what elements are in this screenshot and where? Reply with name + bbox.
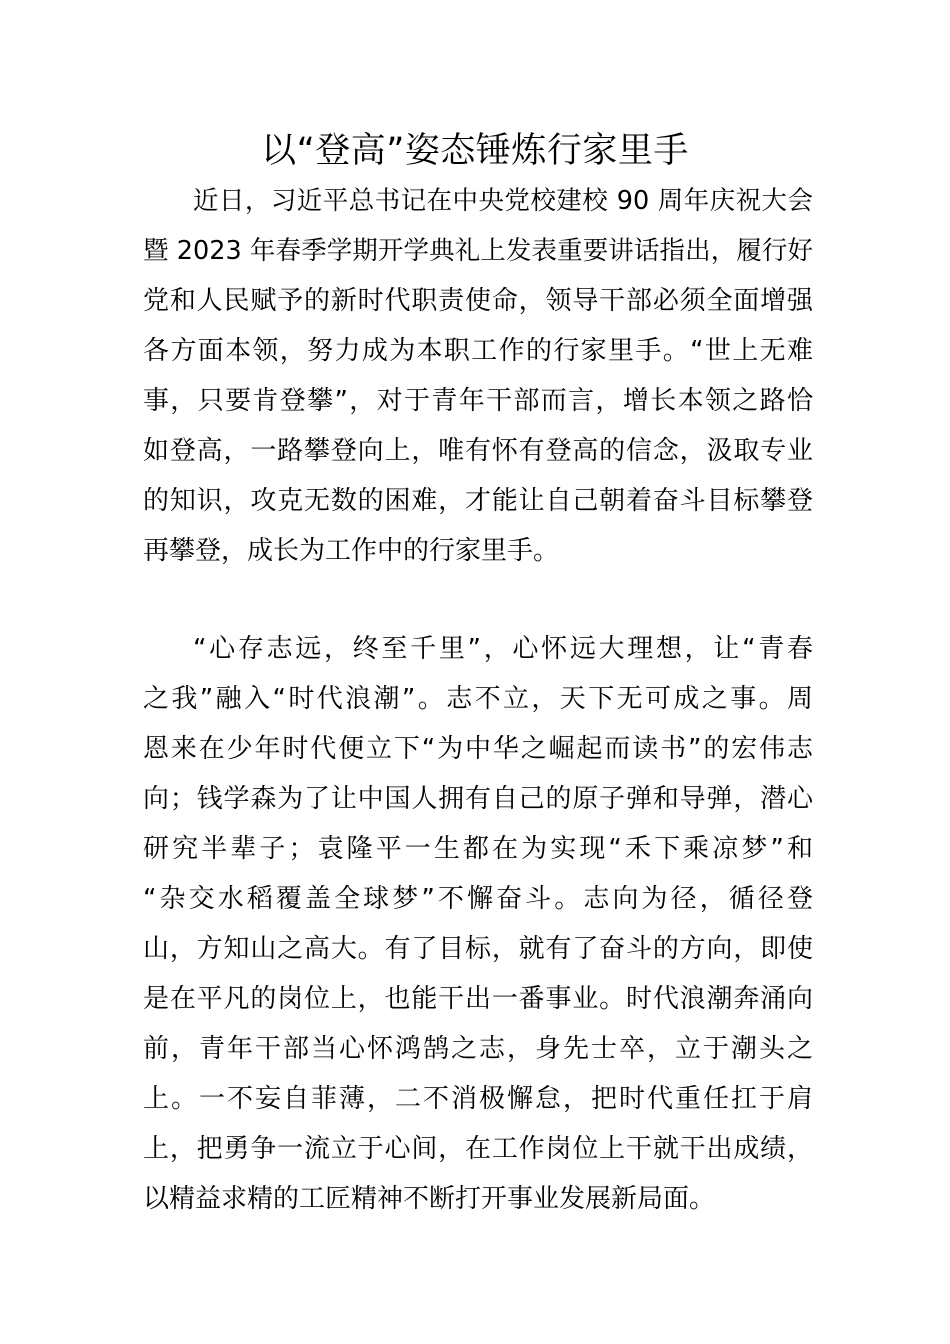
paragraph-line: 山，方知山之高大。有了目标，就有了奋斗的方向，即使 — [143, 934, 813, 964]
paragraph-line: 如登高，一路攀登向上，唯有怀有登高的信念，汲取专业 — [143, 436, 813, 466]
paragraph-line: 近日，习近平总书记在中央党校建校 90 周年庆祝大会 — [193, 186, 813, 216]
paragraph-line: 之我”融入“时代浪潮”。志不立，天下无可成之事。周 — [143, 684, 813, 714]
paragraph-line: 再攀登，成长为工作中的行家里手。 — [143, 536, 560, 566]
paragraph-line: 事，只要肯登攀”，对于青年干部而言，增长本领之路恰 — [143, 386, 813, 416]
document-title: 以“登高”姿态锤炼行家里手 — [261, 131, 689, 171]
paragraph-line: 各方面本领，努力成为本职工作的行家里手。“世上无难 — [143, 336, 813, 366]
paragraph-1 — [143, 176, 813, 576]
paragraph-line: 以精益求精的工匠精神不断打开事业发展新局面。 — [143, 1184, 716, 1214]
paragraph-line: 上，把勇争一流立于心间，在工作岗位上干就干出成绩， — [143, 1134, 813, 1164]
paragraph-2 — [143, 624, 813, 1224]
paragraph-line: 的知识，攻克无数的困难，才能让自己朝着奋斗目标攀登 — [143, 486, 813, 516]
paragraph-line: “杂交水稻覆盖全球梦”不懈奋斗。志向为径，循径登 — [143, 884, 813, 914]
paragraph-line: 党和人民赋予的新时代职责使命，领导干部必须全面增强 — [143, 286, 813, 316]
paragraph-line: “心存志远，终至千里”，心怀远大理想，让“青春 — [193, 634, 813, 664]
paragraph-line: 暨 2023 年春季学期开学典礼上发表重要讲话指出，履行好 — [143, 236, 813, 266]
paragraph-line: 上。一不妄自菲薄，二不消极懈怠，把时代重任扛于肩 — [143, 1084, 813, 1114]
paragraph-line: 研究半辈子；袁隆平一生都在为实现“禾下乘凉梦”和 — [143, 834, 813, 864]
paragraph-line: 向；钱学森为了让中国人拥有自己的原子弹和导弹，潜心 — [143, 784, 813, 814]
paragraph-line: 是在平凡的岗位上，也能干出一番事业。时代浪潮奔涌向 — [143, 984, 813, 1014]
paragraph-line: 前，青年干部当心怀鸿鹄之志，身先士卒，立于潮头之 — [143, 1034, 813, 1064]
paragraph-line: 恩来在少年时代便立下“为中华之崛起而读书”的宏伟志 — [143, 734, 813, 764]
